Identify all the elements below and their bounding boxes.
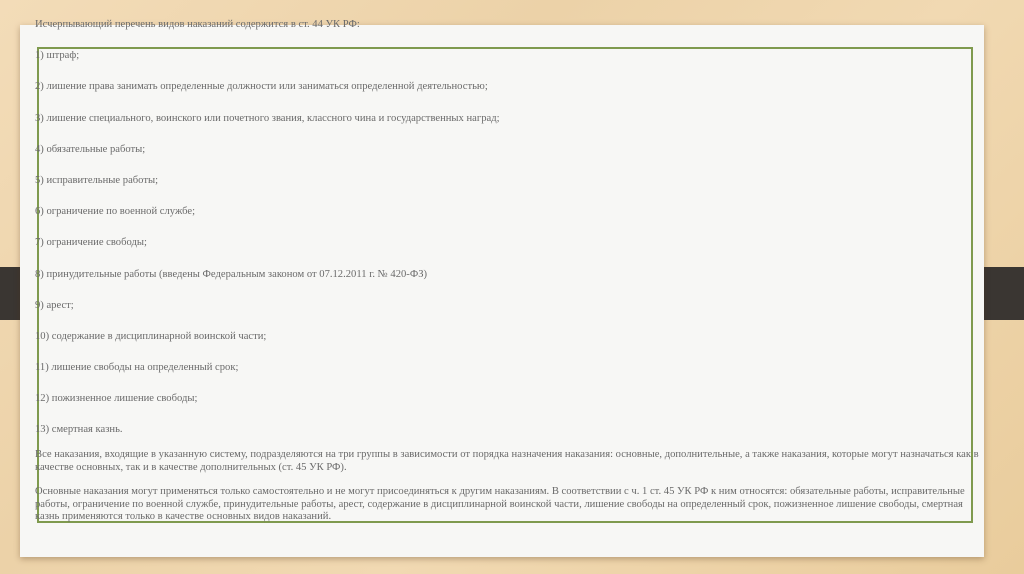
list-item: 6) ограничение по военной службе; <box>35 206 196 218</box>
list-item: 8) принудительные работы (введены Федеральным законом от 07.12.2011 г. № 420-ФЗ) <box>35 268 428 280</box>
groups-paragraph: Все наказания, входящие в указанную систему, подразделяются на три группы в зависимости от порядка назначения наказания: основные, дополнительные, а также наказания, которые могут назначаться как в качестве основных, так и в качестве дополнительных (ст. 45 УК РФ). <box>35 449 979 473</box>
main-punishments-paragraph: Основные наказания могут применяться только самостоятельно и не могут присоединяться к другим наказаниям. В соответствии с ч. 1 ст. 45 УК РФ к ним относятся: обязательные работы, исправительные работы, ограничение по военной службе, принудительные работы, арест, содержание в дисциплинарной воинской части, лишение свободы на определенный срок, пожизненное лишение свободы, смертная казнь применяются только в качестве основных видов наказаний. <box>35 486 965 523</box>
list-item: 2) лишение права занимать определенные должности или заниматься определенной деятельностью; <box>35 81 488 93</box>
list-item: 1) штраф; <box>35 50 80 62</box>
list-item: 11) лишение свободы на определенный срок; <box>35 362 239 374</box>
list-item: 7) ограничение свободы; <box>35 237 147 249</box>
list-item: 10) содержание в дисциплинарной воинской части; <box>35 330 267 342</box>
list-item: 3) лишение специального, воинского или почетного звания, классного чина и государственных наград; <box>35 112 500 124</box>
list-item: 4) обязательные работы; <box>35 143 146 155</box>
list-item: 12) пожизненное лишение свободы; <box>35 393 198 405</box>
document-body <box>35 19 980 524</box>
intro-text: Исчерпывающий перечень видов наказаний содержится в ст. 44 УК РФ: <box>35 19 360 30</box>
list-item: 13) смертная казнь. <box>35 424 123 436</box>
list-item: 9) арест; <box>35 299 74 311</box>
list-item: 5) исправительные работы; <box>35 174 159 186</box>
